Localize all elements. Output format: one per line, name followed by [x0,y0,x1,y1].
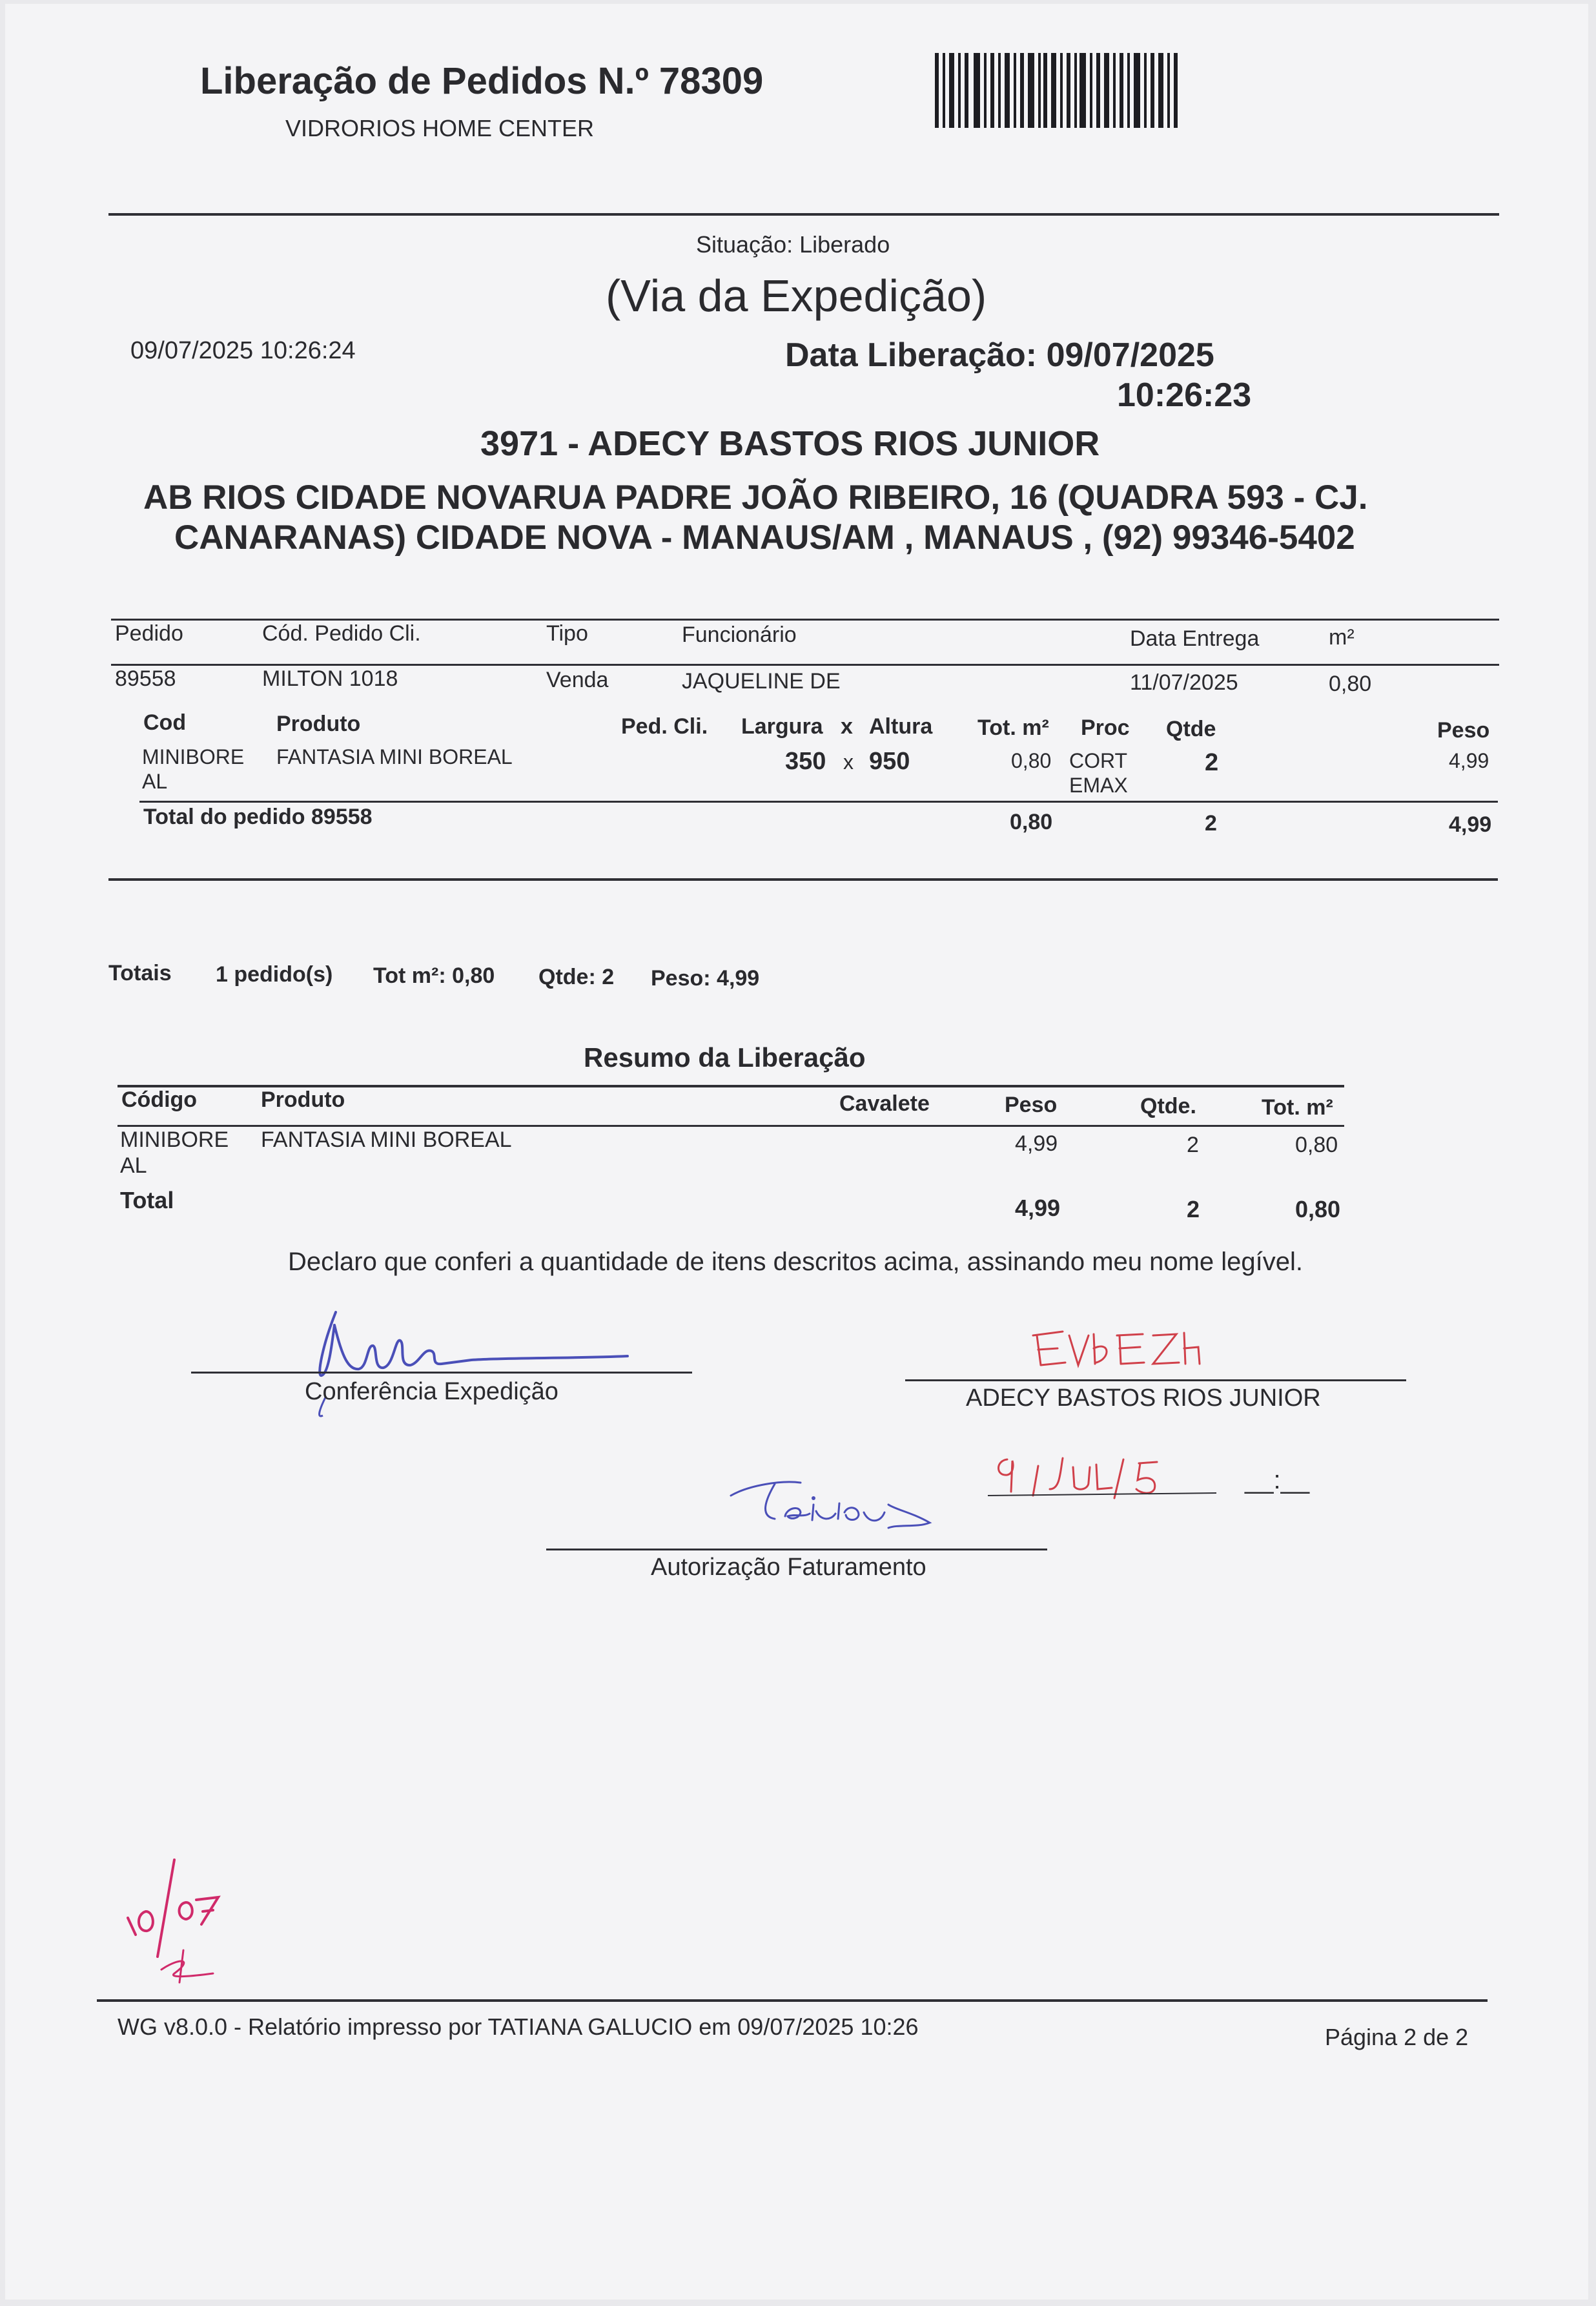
handwritten-date [988,1453,1220,1506]
item-header-ped-cli: Ped. Cli. [621,714,708,739]
summary-header-qtde: Qtde. [1140,1094,1196,1118]
signature-conferencia [297,1299,646,1428]
item-largura: 350 [785,748,826,775]
label-conferencia: Conferência Expedição [305,1378,558,1405]
release-date: Data Liberação: 09/07/2025 [785,336,1214,374]
item-cod-line2: AL [142,770,168,793]
col-header-pedido: Pedido [115,621,183,646]
signature-cliente [1027,1326,1220,1378]
cell-tipo: Venda [546,668,609,692]
handwritten-note [116,1847,258,1995]
release-time: 10:26:23 [1117,376,1252,414]
item-qtde: 2 [1205,749,1219,776]
item-header-qtde: Qtde [1166,717,1216,741]
time-blank: __:__ [1245,1466,1310,1494]
item-header-produto: Produto [276,712,361,736]
order-table-bottom-rule [108,878,1498,881]
customer-address-line1: AB RIOS CIDADE NOVARUA PADRE JOÃO RIBEIRO, 16 (QUADRA 593 - CJ. [143,479,1368,517]
totals-qtde: Qtde: 2 [538,965,615,989]
order-total-peso: 4,99 [1449,812,1492,837]
summary-cell-codigo-line1: MINIBORE [120,1127,229,1152]
cell-cod-pedido-cli: MILTON 1018 [262,666,398,691]
order-table-header-rule [111,664,1499,666]
summary-header-peso: Peso [1005,1093,1058,1117]
item-header-largura: Largura [741,714,823,739]
signature-autorizacao [723,1466,956,1550]
summary-total-tot-m2: 0,80 [1295,1196,1341,1222]
label-autorizacao: Autorização Faturamento [651,1554,926,1581]
summary-cell-produto: FANTASIA MINI BOREAL [261,1127,512,1152]
order-total-qtde: 2 [1205,811,1217,836]
footer-divider [97,1999,1488,2002]
col-header-data-entrega: Data Entrega [1130,626,1260,651]
item-produto: FANTASIA MINI BOREAL [276,745,513,768]
item-header-altura: Altura [869,714,933,739]
footer-printed-by: WG v8.0.0 - Relatório impresso por TATIANA GALUCIO em 09/07/2025 10:26 [118,2013,919,2040]
item-header-cod: Cod [143,710,187,735]
summary-cell-peso: 4,99 [1015,1131,1058,1156]
summary-header-cavalete: Cavalete [839,1091,930,1116]
totals-pedidos: 1 pedido(s) [216,962,333,987]
order-total-m2: 0,80 [1010,810,1053,834]
document-title: Liberação de Pedidos N.º 78309 [200,60,764,102]
signature-line-cliente [905,1379,1406,1381]
item-peso: 4,99 [1449,749,1489,772]
via-title: (Via da Expedição) [606,271,987,321]
summary-total-label: Total [120,1187,174,1213]
order-total-label: Total do pedido 89558 [143,805,373,829]
print-timestamp: 09/07/2025 10:26:24 [130,337,356,364]
summary-header-produto: Produto [261,1087,345,1112]
totals-m2: Tot m²: 0,80 [373,963,495,988]
status-text: Situação: Liberado [696,231,890,258]
item-header-x: x [841,714,853,739]
totals-peso: Peso: 4,99 [651,966,760,991]
item-x: x [843,750,854,774]
header-divider [108,213,1499,216]
summary-cell-codigo-line2: AL [120,1153,147,1178]
item-tot-m2: 0,80 [1011,749,1052,772]
signature-line-conferencia [191,1372,692,1374]
signature-line-autorizacao [546,1549,1047,1550]
summary-header-codigo: Código [121,1087,198,1112]
col-header-m2: m² [1329,625,1355,650]
summary-cell-tot-m2: 0,80 [1295,1133,1338,1157]
item-proc-line2: EMAX [1069,774,1128,797]
item-header-peso: Peso [1437,718,1490,743]
cell-m2: 0,80 [1329,672,1372,696]
cell-pedido: 89558 [115,666,176,691]
item-header-proc: Proc [1081,715,1130,740]
item-header-tot-m2: Tot. m² [977,715,1049,740]
item-total-rule [139,801,1498,803]
col-header-tipo: Tipo [546,621,588,646]
declaration-text: Declaro que conferi a quantidade de itens descritos acima, assinando meu nome legível. [288,1248,1304,1276]
col-header-cod-pedido-cli: Cód. Pedido Cli. [262,621,421,646]
customer-address-line2: CANARANAS) CIDADE NOVA - MANAUS/AM , MANAUS , (92) 99346-5402 [174,519,1355,557]
company-name: VIDRORIOS HOME CENTER [285,115,595,141]
item-proc-line1: CORT [1069,749,1128,772]
summary-title: Resumo da Liberação [584,1042,866,1073]
totals-label: Totais [108,961,172,985]
customer-name: 3971 - ADECY BASTOS RIOS JUNIOR [480,424,1100,463]
order-table-top-rule [111,619,1499,621]
item-altura: 950 [869,748,910,775]
barcode-icon [935,53,1180,128]
col-header-funcionario: Funcionário [682,623,797,647]
cell-data-entrega: 11/07/2025 [1130,670,1238,695]
summary-header-tot-m2: Tot. m² [1262,1095,1333,1120]
label-cliente: ADECY BASTOS RIOS JUNIOR [966,1385,1321,1412]
item-cod-line1: MINIBORE [142,745,245,768]
summary-total-peso: 4,99 [1015,1195,1061,1221]
summary-cell-qtde: 2 [1187,1133,1199,1157]
summary-header-rule [118,1125,1344,1127]
footer-page-number: Página 2 de 2 [1325,2024,1469,2050]
cell-funcionario: JAQUELINE DE [682,669,841,694]
summary-total-qtde: 2 [1187,1196,1200,1222]
